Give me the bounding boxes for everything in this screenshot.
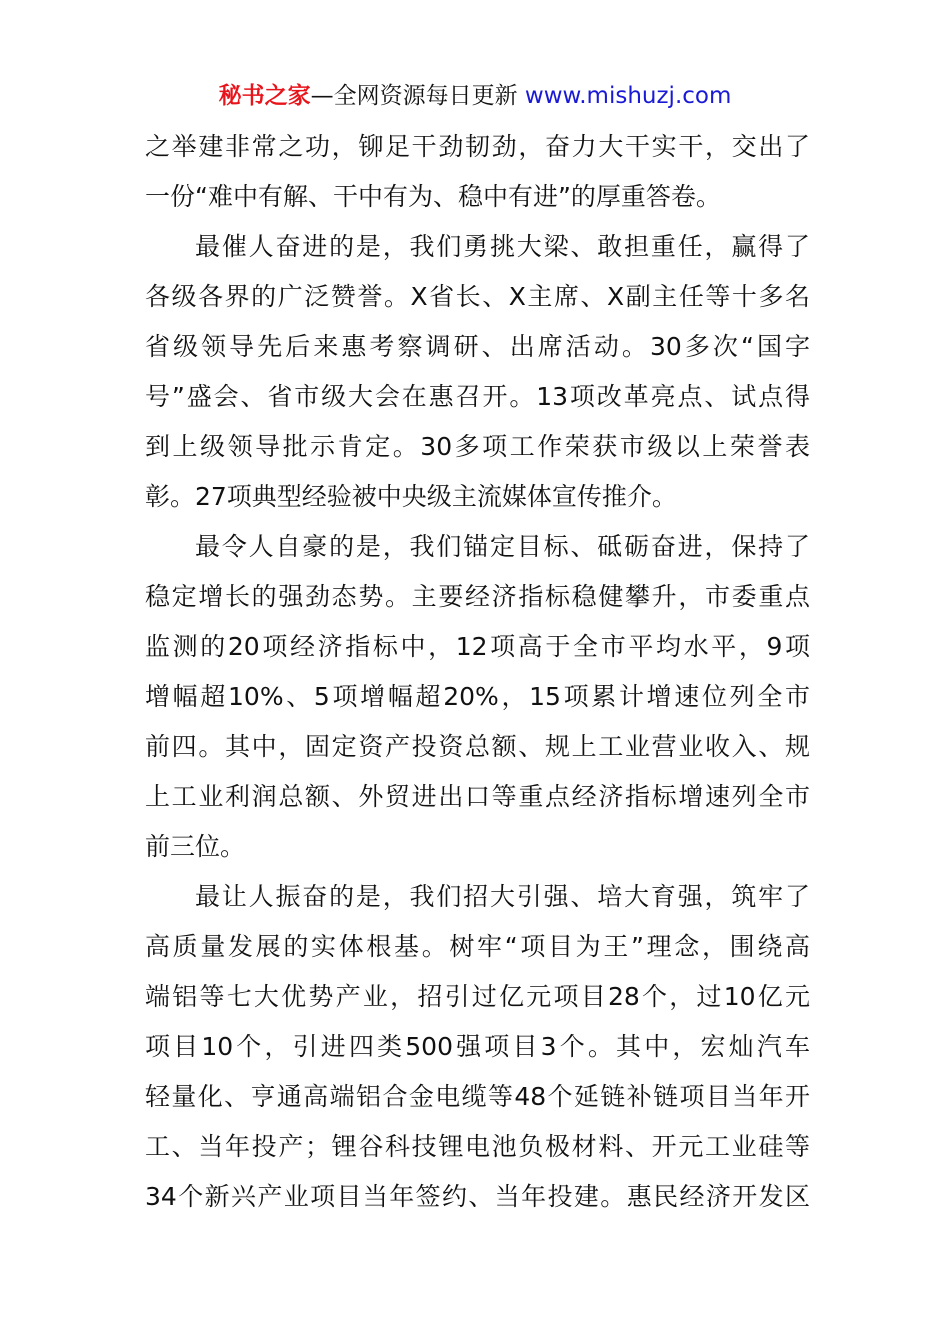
text-line: 轻量化、亨通高端铝合金电缆等48个延链补链项目当年开 [145, 1082, 810, 1111]
text-line: 高质量发展的实体根基。树牢“项目为王”理念，围绕高 [145, 932, 810, 961]
text-line: 增幅超10%、5项增幅超20%，15项累计增速位列全市 [145, 682, 810, 711]
paragraph-start-line: 最令人自豪的是，我们锚定目标、砥砺奋进，保持了 [195, 532, 810, 561]
brand-name: 秘书之家 [218, 83, 311, 109]
text-line: 稳定增长的强劲态势。主要经济指标稳健攀升，市委重点 [145, 582, 810, 611]
paragraph-start-line: 最催人奋进的是，我们勇挑大梁、敢担重任，赢得了 [195, 232, 810, 261]
text-line: 34个新兴产业项目当年签约、当年投建。惠民经济开发区 [145, 1182, 810, 1211]
text-line: 上工业利润总额、外贸进出口等重点经济指标增速列全市 [145, 782, 810, 811]
header-tagline: —全网资源每日更新 [310, 83, 525, 109]
text-line: 前三位。 [145, 832, 246, 861]
text-line: 之举建非常之功，铆足干劲韧劲，奋力大干实干，交出了 [145, 132, 810, 161]
text-line: 各级各界的广泛赞誉。X省长、X主席、X副主任等十多名 [145, 282, 810, 311]
text-line: 工、当年投产；锂谷科技锂电池负极材料、开元工业硅等 [145, 1132, 810, 1161]
text-line: 监测的20项经济指标中，12项高于全市平均水平，9项 [145, 632, 810, 661]
site-header [0, 80, 950, 112]
text-line: 前四。其中，固定资产投资总额、规上工业营业收入、规 [145, 732, 810, 761]
text-line: 彰。27项典型经验被中央级主流媒体宣传推介。 [145, 482, 677, 511]
text-line: 一份“难中有解、干中有为、稳中有进”的厚重答卷。 [145, 182, 721, 211]
text-line: 号”盛会、省市级大会在惠召开。13项改革亮点、试点得 [145, 382, 810, 411]
paragraph-start-line: 最让人振奋的是，我们招大引强、培大育强，筑牢了 [195, 882, 810, 911]
site-url[interactable]: www.mishuzj.com [524, 83, 732, 109]
text-line: 到上级领导批示肯定。30多项工作荣获市级以上荣誉表 [145, 432, 810, 461]
text-line: 端铝等七大优势产业，招引过亿元项目28个，过10亿元 [145, 982, 810, 1011]
text-line: 省级领导先后来惠考察调研、出席活动。30多次“国字 [145, 332, 810, 361]
text-line: 项目10个，引进四类500强项目3个。其中，宏灿汽车 [145, 1032, 810, 1061]
document-body [145, 122, 810, 1222]
